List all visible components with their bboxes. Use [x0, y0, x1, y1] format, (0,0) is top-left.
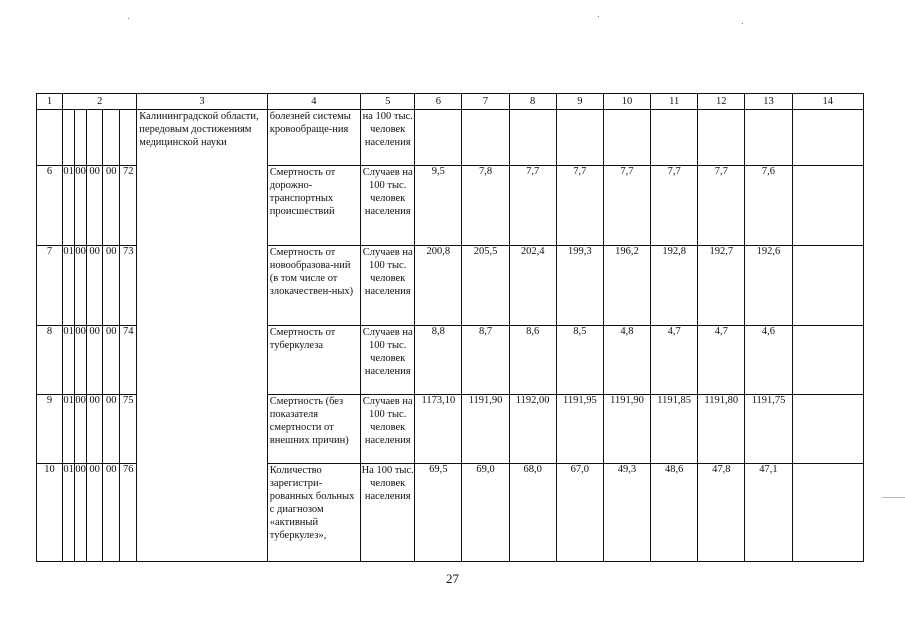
value-cell — [698, 110, 745, 166]
value-cell — [462, 110, 509, 166]
value-cell: 7,6 — [745, 166, 792, 246]
code-cell: 76 — [120, 464, 137, 562]
row-number-cell: 10 — [37, 464, 63, 562]
unit-cell: на 100 тыс. человек населения — [361, 110, 415, 166]
code-cell: 00 — [87, 166, 103, 246]
header-cell: 4 — [267, 94, 360, 110]
value-cell: 8,6 — [509, 326, 556, 395]
continuation-row — [37, 110, 864, 166]
organization-cell: Калининградской области, передовым достижениям медицинской науки — [137, 110, 267, 562]
indicator-cell: болезней системы кровообраще-ния — [267, 110, 360, 166]
unit-cell: Случаев на 100 тыс. человек населения — [361, 395, 415, 464]
value-cell: 7,7 — [556, 166, 603, 246]
value-cell: 69,5 — [415, 464, 462, 562]
code-cell: 01 — [63, 246, 75, 326]
code-cell: 00 — [75, 464, 87, 562]
notes-cell — [792, 464, 863, 562]
value-cell: 1191,90 — [603, 395, 650, 464]
code-cell: 01 — [63, 166, 75, 246]
header-row — [37, 94, 864, 110]
code-cell: 00 — [103, 166, 120, 246]
value-cell: 48,6 — [651, 464, 698, 562]
value-cell: 7,8 — [462, 166, 509, 246]
value-cell: 49,3 — [603, 464, 650, 562]
page-number: 27 — [446, 571, 459, 586]
value-cell — [603, 110, 650, 166]
value-cell: 196,2 — [603, 246, 650, 326]
code-cell: 00 — [103, 326, 120, 395]
scan-speck — [128, 18, 129, 19]
value-cell: 1192,00 — [509, 395, 556, 464]
code-cell: 00 — [75, 166, 87, 246]
value-cell — [556, 110, 603, 166]
value-cell: 69,0 — [462, 464, 509, 562]
value-cell: 67,0 — [556, 464, 603, 562]
notes-cell — [792, 110, 863, 166]
code-cell: 00 — [103, 395, 120, 464]
value-cell — [745, 110, 792, 166]
header-cell: 6 — [415, 94, 462, 110]
header-cell: 10 — [603, 94, 650, 110]
notes-cell — [792, 166, 863, 246]
value-cell: 1191,90 — [462, 395, 509, 464]
header-cell: 14 — [792, 94, 863, 110]
value-cell: 200,8 — [415, 246, 462, 326]
code-cell: 00 — [75, 326, 87, 395]
code-cell — [103, 110, 120, 166]
code-cell — [120, 110, 137, 166]
header-cell: 12 — [698, 94, 745, 110]
unit-cell: На 100 тыс. человек населения — [361, 464, 415, 562]
indicator-cell: Смертность от дорожно-транспортных происшествий — [267, 166, 360, 246]
value-cell: 4,7 — [651, 326, 698, 395]
row-number-cell: 6 — [37, 166, 63, 246]
value-cell: 7,7 — [509, 166, 556, 246]
value-cell: 1191,80 — [698, 395, 745, 464]
margin-mark — [882, 497, 905, 498]
value-cell: 4,6 — [745, 326, 792, 395]
value-cell: 7,7 — [603, 166, 650, 246]
value-cell: 205,5 — [462, 246, 509, 326]
value-cell: 47,8 — [698, 464, 745, 562]
code-cell — [75, 110, 87, 166]
indicator-cell: Количество зарегистри-рованных больных с диагнозом «активный туберкулез», — [267, 464, 360, 562]
indicators-table — [36, 93, 864, 562]
value-cell: 192,6 — [745, 246, 792, 326]
header-cell: 8 — [509, 94, 556, 110]
code-cell: 01 — [63, 464, 75, 562]
code-cell: 00 — [87, 246, 103, 326]
code-cell: 00 — [103, 464, 120, 562]
value-cell: 192,7 — [698, 246, 745, 326]
indicator-cell: Смертность (без показателя смертности от внешних причин) — [267, 395, 360, 464]
value-cell: 8,5 — [556, 326, 603, 395]
code-cell: 00 — [87, 395, 103, 464]
header-cell: 5 — [361, 94, 415, 110]
indicator-cell: Смертность от новообразова-ний (в том числе от злокачествен-ных) — [267, 246, 360, 326]
code-cell: 00 — [87, 326, 103, 395]
value-cell: 4,8 — [603, 326, 650, 395]
value-cell — [651, 110, 698, 166]
value-cell: 7,7 — [651, 166, 698, 246]
row-number-cell — [37, 110, 63, 166]
row-number-cell: 8 — [37, 326, 63, 395]
header-cell: 7 — [462, 94, 509, 110]
code-cell: 00 — [87, 464, 103, 562]
row-number-cell: 7 — [37, 246, 63, 326]
indicator-cell: Смертность от туберкулеза — [267, 326, 360, 395]
value-cell: 8,7 — [462, 326, 509, 395]
code-cell: 75 — [120, 395, 137, 464]
header-cell: 2 — [63, 94, 137, 110]
code-cell — [87, 110, 103, 166]
value-cell: 9,5 — [415, 166, 462, 246]
value-cell: 1191,95 — [556, 395, 603, 464]
code-cell: 72 — [120, 166, 137, 246]
header-cell: 13 — [745, 94, 792, 110]
value-cell: 8,8 — [415, 326, 462, 395]
value-cell: 47,1 — [745, 464, 792, 562]
code-cell: 01 — [63, 395, 75, 464]
code-cell: 74 — [120, 326, 137, 395]
header-cell: 3 — [137, 94, 267, 110]
value-cell: 192,8 — [651, 246, 698, 326]
value-cell: 1173,10 — [415, 395, 462, 464]
notes-cell — [792, 395, 863, 464]
value-cell — [509, 110, 556, 166]
unit-cell: Случаев на 100 тыс. человек населения — [361, 326, 415, 395]
value-cell: 202,4 — [509, 246, 556, 326]
code-cell — [63, 110, 75, 166]
scan-speck — [742, 23, 743, 24]
value-cell: 4,7 — [698, 326, 745, 395]
row-number-cell: 9 — [37, 395, 63, 464]
value-cell: 199,3 — [556, 246, 603, 326]
value-cell: 7,7 — [698, 166, 745, 246]
code-cell: 01 — [63, 326, 75, 395]
code-cell: 00 — [75, 395, 87, 464]
code-cell: 00 — [103, 246, 120, 326]
value-cell: 68,0 — [509, 464, 556, 562]
notes-cell — [792, 326, 863, 395]
header-cell: 11 — [651, 94, 698, 110]
scan-speck — [598, 16, 599, 17]
value-cell — [415, 110, 462, 166]
notes-cell — [792, 246, 863, 326]
header-cell: 1 — [37, 94, 63, 110]
code-cell: 73 — [120, 246, 137, 326]
value-cell: 1191,85 — [651, 395, 698, 464]
unit-cell: Случаев на 100 тыс. человек населения — [361, 166, 415, 246]
value-cell: 1191,75 — [745, 395, 792, 464]
header-cell: 9 — [556, 94, 603, 110]
code-cell: 00 — [75, 246, 87, 326]
unit-cell: Случаев на 100 тыс. человек населения — [361, 246, 415, 326]
